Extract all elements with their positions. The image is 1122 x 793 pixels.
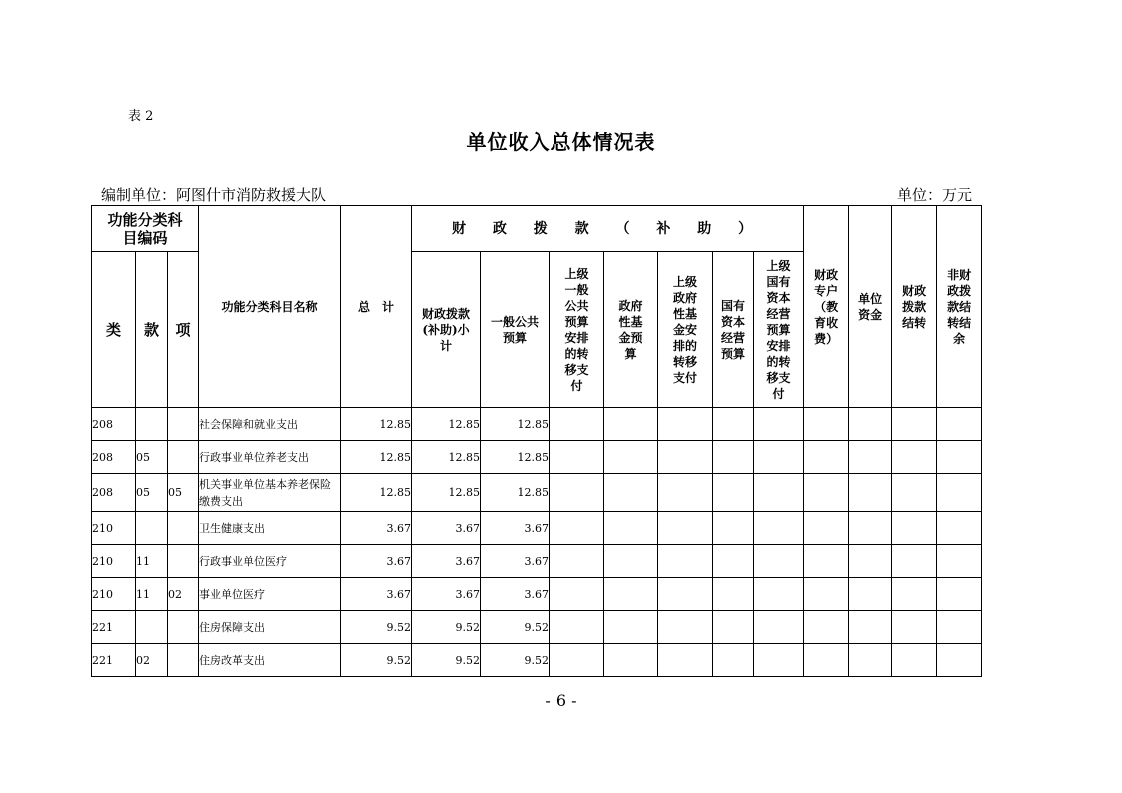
cell-name: 行政事业单位医疗	[199, 545, 341, 578]
cell-general: 3.67	[481, 578, 550, 611]
header-state-capital-budget: 国有资本经营预算	[713, 252, 754, 408]
cell-lei: 221	[92, 644, 136, 677]
table-row	[92, 545, 982, 578]
cell-total: 3.67	[341, 512, 412, 545]
cell-lei: 208	[92, 474, 136, 512]
page-title: 单位收入总体情况表	[466, 130, 656, 154]
cell-subtotal: 3.67	[412, 545, 481, 578]
cell-subtotal: 3.67	[412, 578, 481, 611]
header-kuan: 款	[136, 252, 168, 408]
header-lei: 类	[92, 252, 136, 408]
cell-kuan: 05	[136, 441, 168, 474]
header-upper-general-transfer: 上级一般公共预算安排的转移支付	[550, 252, 604, 408]
cell-total: 12.85	[341, 441, 412, 474]
compiling-unit: 编制单位：阿图什市消防救援大队	[101, 186, 327, 204]
cell-xiang	[168, 611, 199, 644]
table-label: 表 2	[128, 109, 154, 124]
cell-total: 3.67	[341, 578, 412, 611]
cell-general: 9.52	[481, 611, 550, 644]
cell-name: 行政事业单位养老支出	[199, 441, 341, 474]
cell-general: 9.52	[481, 644, 550, 677]
cell-lei: 210	[92, 545, 136, 578]
cell-xiang	[168, 545, 199, 578]
cell-kuan: 02	[136, 644, 168, 677]
cell-kuan: 05	[136, 474, 168, 512]
table-row	[92, 644, 982, 677]
cell-lei: 208	[92, 408, 136, 441]
cell-name: 卫生健康支出	[199, 512, 341, 545]
cell-name: 事业单位医疗	[199, 578, 341, 611]
cell-lei: 210	[92, 512, 136, 545]
cell-kuan	[136, 408, 168, 441]
cell-xiang	[168, 441, 199, 474]
cell-subtotal: 12.85	[412, 408, 481, 441]
currency-unit: 单位：万元	[896, 186, 972, 204]
cell-name: 社会保障和就业支出	[199, 408, 341, 441]
header-general-budget: 一般公共预算	[481, 252, 550, 408]
header-fund-group: 财 政 拨 款 （ 补 助 ）	[412, 206, 804, 252]
cell-subtotal: 3.67	[412, 512, 481, 545]
cell-general: 12.85	[481, 441, 550, 474]
cell-xiang	[168, 644, 199, 677]
header-fiscal-carryover: 财政拨款结转	[892, 206, 937, 408]
cell-total: 3.67	[341, 545, 412, 578]
cell-total: 12.85	[341, 408, 412, 441]
cell-name: 机关事业单位基本养老保险缴费支出	[199, 474, 341, 512]
table-row	[92, 474, 982, 512]
header-fund-subtotal: 财政拨款(补助)小计	[412, 252, 481, 408]
cell-general: 12.85	[481, 408, 550, 441]
cell-general: 3.67	[481, 512, 550, 545]
cell-subtotal: 12.85	[412, 474, 481, 512]
cell-subtotal: 12.85	[412, 441, 481, 474]
table-row	[92, 512, 982, 545]
cell-xiang: 05	[168, 474, 199, 512]
cell-lei: 221	[92, 611, 136, 644]
cell-kuan	[136, 611, 168, 644]
header-gov-fund-budget: 政府性基金预算	[604, 252, 658, 408]
cell-kuan	[136, 512, 168, 545]
cell-kuan: 11	[136, 578, 168, 611]
header-upper-gov-fund-transfer: 上级政府性基金安排的转移支付	[658, 252, 713, 408]
cell-name: 住房保障支出	[199, 611, 341, 644]
cell-xiang	[168, 408, 199, 441]
cell-general: 12.85	[481, 474, 550, 512]
header-name: 功能分类科目名称	[199, 206, 341, 408]
header-xiang: 项	[168, 252, 199, 408]
table-row	[92, 578, 982, 611]
cell-subtotal: 9.52	[412, 611, 481, 644]
income-table	[91, 205, 982, 677]
header-total: 总 计	[341, 206, 412, 408]
cell-general: 3.67	[481, 545, 550, 578]
table-row	[92, 441, 982, 474]
cell-subtotal: 9.52	[412, 644, 481, 677]
header-unit-funds: 单位资金	[849, 206, 892, 408]
header-upper-state-capital-transfer: 上级国有资本经营预算安排的转移支付	[754, 252, 804, 408]
header-nonfiscal-carryover: 非财政拨款结转结余	[937, 206, 982, 408]
cell-name: 住房改革支出	[199, 644, 341, 677]
cell-lei: 210	[92, 578, 136, 611]
table-row	[92, 408, 982, 441]
cell-lei: 208	[92, 441, 136, 474]
cell-xiang: 02	[168, 578, 199, 611]
page-number: - 6 -	[545, 691, 577, 710]
header-code-group: 功能分类科目编码	[92, 206, 199, 252]
cell-total: 9.52	[341, 611, 412, 644]
cell-total: 9.52	[341, 644, 412, 677]
header-special-account: 财政专户（教育收费）	[804, 206, 849, 408]
cell-kuan: 11	[136, 545, 168, 578]
table-row	[92, 611, 982, 644]
cell-total: 12.85	[341, 474, 412, 512]
cell-xiang	[168, 512, 199, 545]
